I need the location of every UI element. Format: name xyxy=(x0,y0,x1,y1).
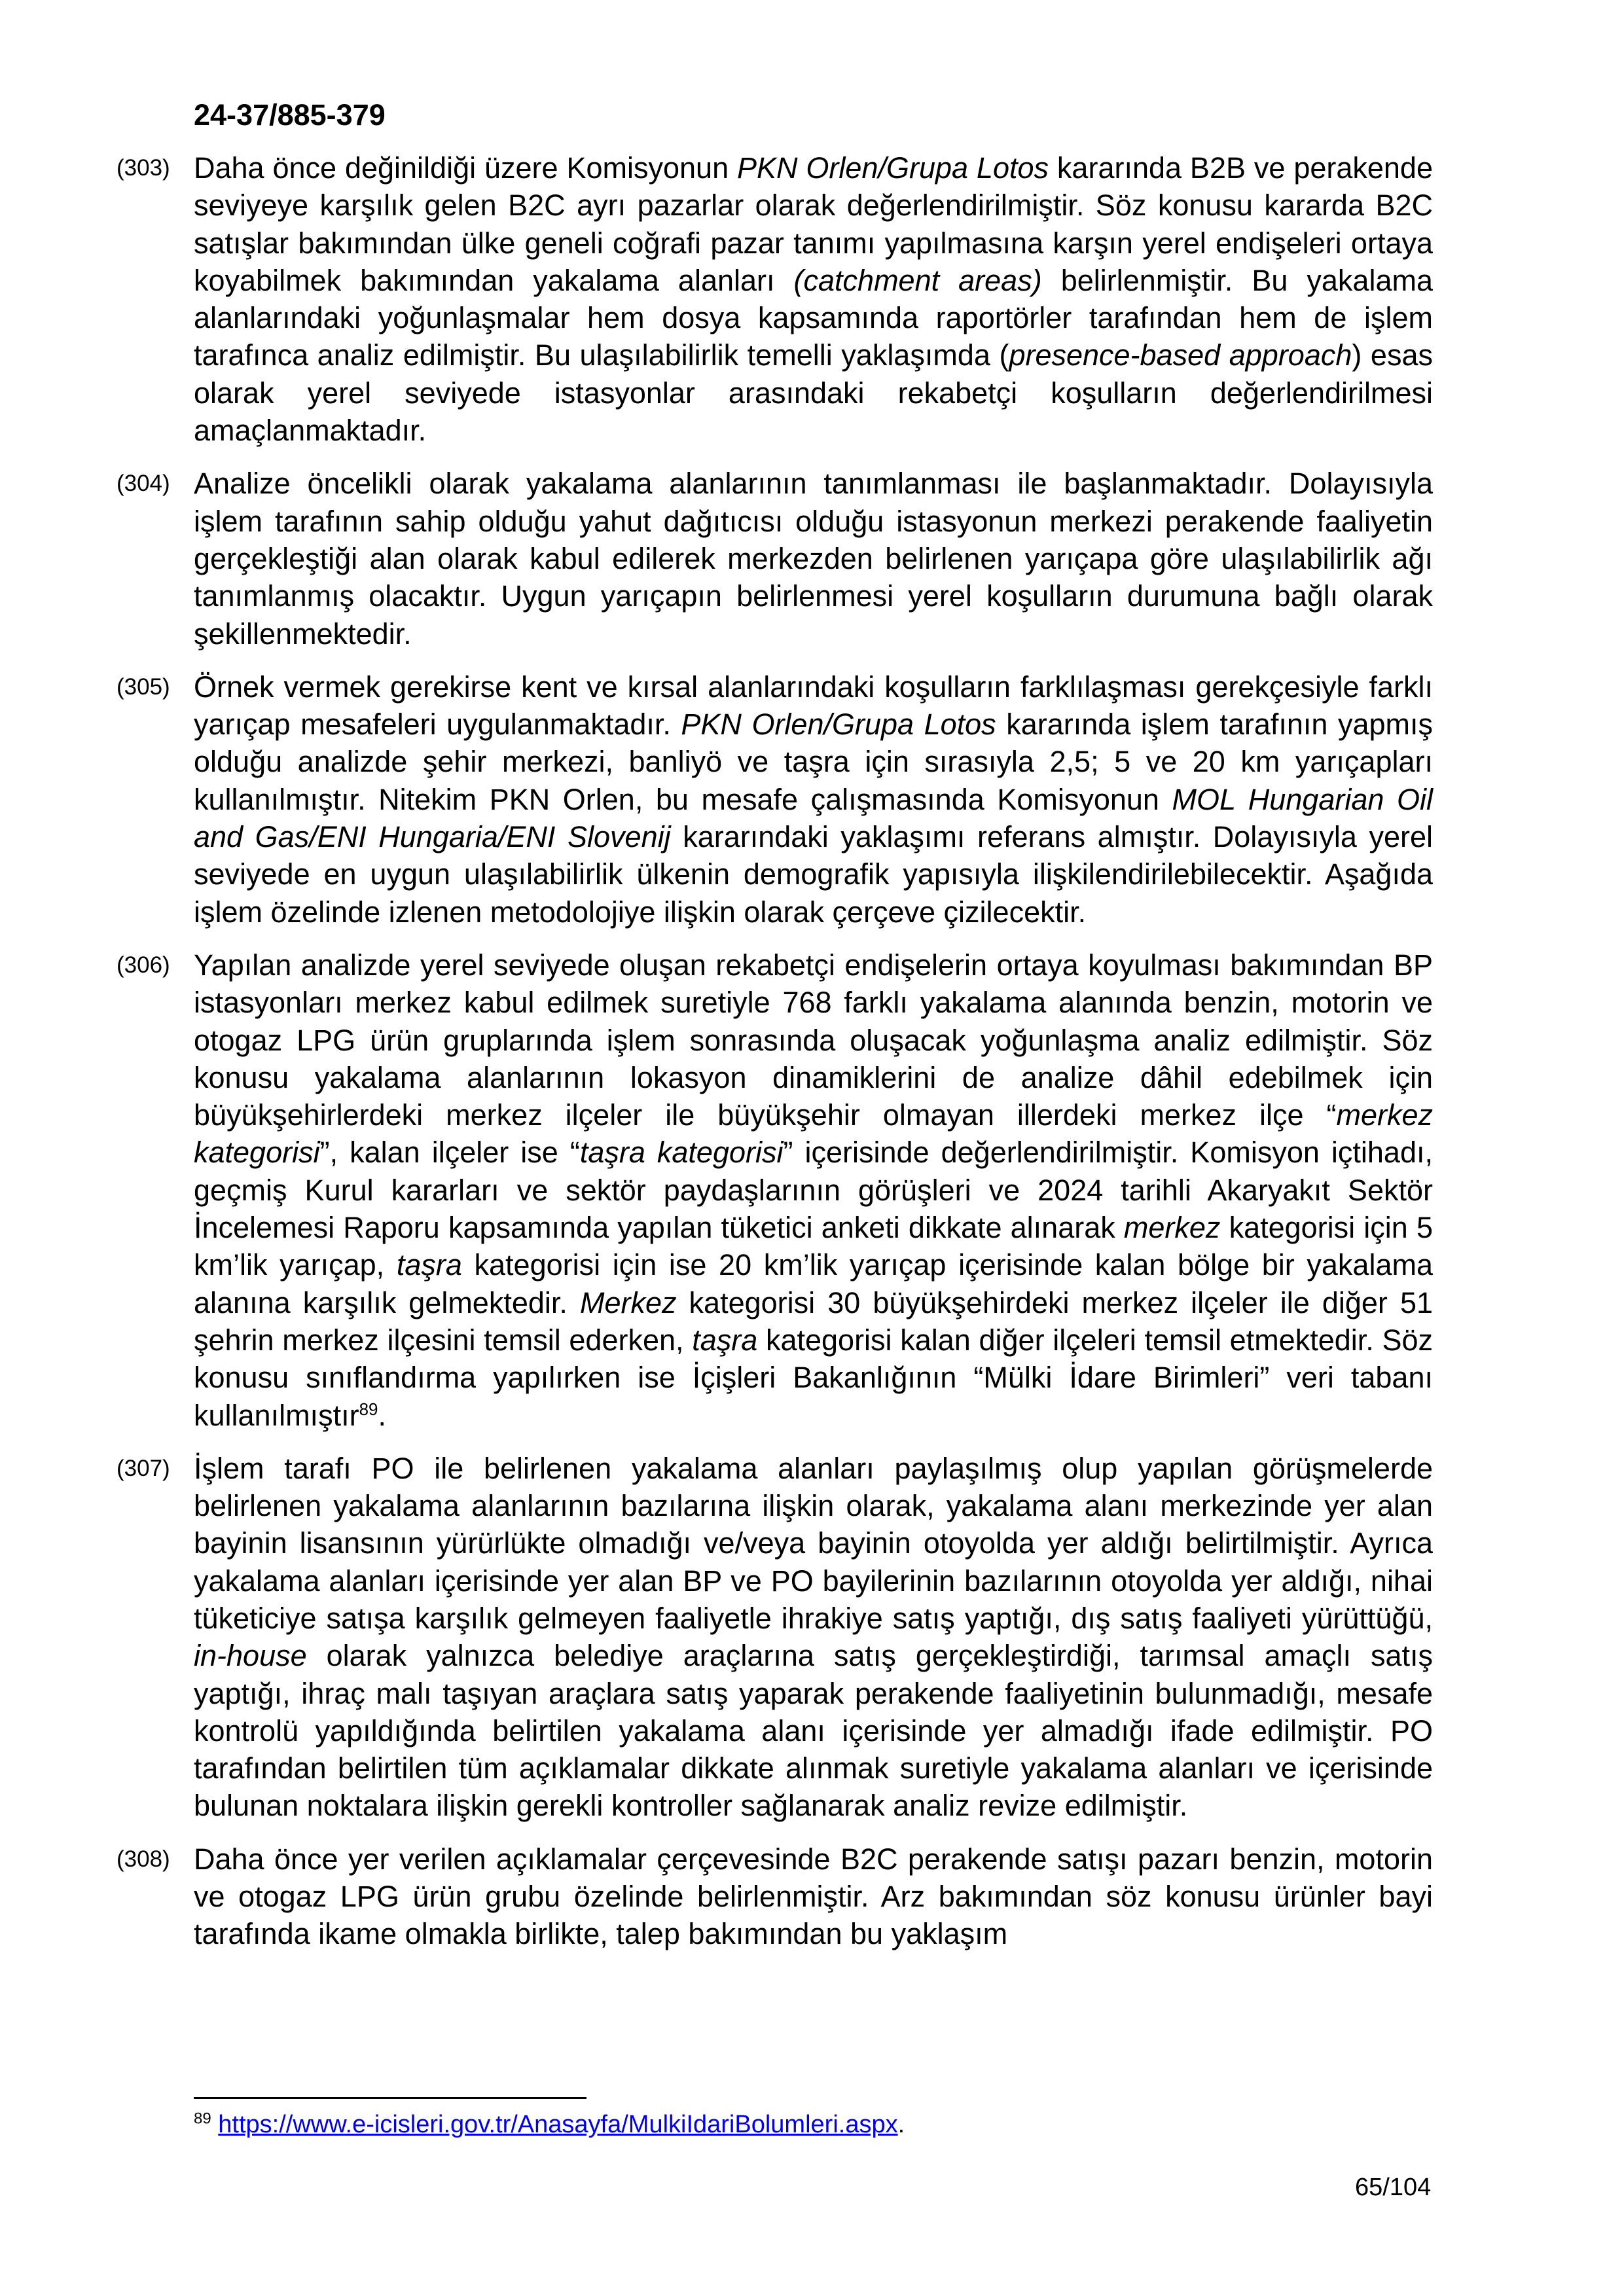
footnote-trailing: . xyxy=(897,2111,905,2138)
text-run: İşlem tarafı PO ile belirlenen yakalama alanları paylaşılmış olup yapılan görüşmelerde belirlenen yakalama alanlarının bazılarına ilişkin olarak, yakalama alanı merkezinde yer alan bayinin lisansının yürürlükte olmadığı ve/veya bayinin otoyolda yer aldığı belirtilmiştir. Ayrıca yakalama alanları içerisinde yer alan BP ve PO bayilerinin bazılarının otoyolda yer aldığı, nihai tüketiciye satışa karşılık gelmeyen faaliyetle ihrakiye satış yaptığı, dış satış faaliyeti yürüttüğü, xyxy=(194,1451,1433,1635)
italic-text: MOL Hungarian Oil and Gas/ENI Hungaria/ENI Slovenij xyxy=(194,782,1433,854)
italic-text: (catchment areas) xyxy=(793,263,1042,297)
document-body xyxy=(117,149,1434,1969)
numbered-paragraph xyxy=(117,149,1433,449)
text-run: Örnek vermek gerekirse kent ve kırsal alanlarındaki koşulların farklılaşması gerekçesiyle farklı yarıçap mesafeleri uygulanmaktadır. xyxy=(194,670,1433,742)
numbered-paragraph xyxy=(117,1450,1433,1825)
paragraph-text xyxy=(194,1842,1433,1951)
text-run: Daha önce değinildiği üzere Komisyonun xyxy=(194,151,737,185)
text-run: kararında B2B ve perakende seviyeye karşılık gelen B2C ayrı pazarlar olarak değerlendirilmiştir. Söz konusu kararda B2C satışlar bakımından ülke geneli coğrafi pazar tanımı yapılmasına karşın yerel endişeleri ortaya koyabilmek bakımından yakalama alanları xyxy=(194,151,1433,297)
paragraph-number: (308) xyxy=(117,1846,170,1872)
italic-text: taşra kategorisi xyxy=(579,1136,784,1170)
italic-text: in-house xyxy=(194,1639,307,1673)
text-run: kategorisi için ise 20 km’lik yarıçap içerisinde kalan bölge bir yakalama alanına karşılık gelmektedir. xyxy=(194,1248,1433,1319)
text-run: kategorisi için 5 km’lik yarıçap, xyxy=(194,1211,1433,1282)
italic-text: Merkez xyxy=(579,1285,677,1319)
footnote-link[interactable]: https://www.e-icisleri.gov.tr/Anasayfa/MulkiIdariBolumleri.aspx xyxy=(218,2111,898,2138)
footnote xyxy=(194,2109,905,2140)
footnote-mark: 89 xyxy=(194,2109,211,2128)
paragraph-number: (303) xyxy=(117,155,170,181)
numbered-paragraph xyxy=(117,668,1433,931)
paragraph-text xyxy=(194,1452,1433,1823)
text-run: . xyxy=(378,1398,386,1432)
paragraph-text xyxy=(194,151,1433,447)
paragraph-text xyxy=(194,467,1433,650)
numbered-paragraph xyxy=(117,1840,1433,1953)
text-run: Yapılan analizde yerel seviyede oluşan rekabetçi endişelerin ortaya koyulması bakımından BP istasyonları merkez kabul edilmek suretiyle 768 farklı yakalama alanında benzin, motorin ve otogaz LPG ürün gruplarında işlem sonrasında oluşacak yoğunlaşma analiz edilmiştir. Söz konusu yakalama alanlarının lokasyon dinamiklerini de analize dâhil edebilmek için büyükşehirlerdeki merkez ilçeler ile büyükşehir olmayan illerdeki merkez ilçe “ xyxy=(194,948,1433,1132)
paragraph-number: (305) xyxy=(117,673,170,700)
numbered-paragraph xyxy=(117,465,1433,652)
paragraph-number: (304) xyxy=(117,471,170,497)
text-run: ”, kalan ilçeler ise “ xyxy=(319,1136,580,1170)
footnote-separator xyxy=(194,2097,586,2099)
paragraph-text xyxy=(194,670,1433,929)
text-run: belirlenmiştir. Bu yakalama alanlarındaki yoğunlaşmalar hem dosya kapsamında raportörler tarafından hem de işlem tarafınca analiz edilmiştir. Bu ulaşılabilirlik temelli yaklaşımda ( xyxy=(194,263,1433,372)
text-run: ” içerisinde değerlendirilmiştir. Komisyon içtihadı, geçmiş Kurul kararları ve sektör paydaşlarının görüşleri ve 2024 tarihli Akaryakıt Sektör İncelemesi Raporu kapsamında yapılan tüketici anketi dikkate alınarak xyxy=(194,1136,1433,1245)
text-run: olarak yalnızca belediye araçlarına satış gerçekleştirdiği, tarımsal amaçlı satış yaptığı, ihraç malı taşıyan araçlara satış yaparak perakende faaliyetinin bulunmadığı, mesafe kontrolü yapıldığında belirtilen yakalama alanı içerisinde yer almadığı ifade edilmiştir. PO tarafından belirtilen tüm açıklamalar dikkate alınmak suretiyle yakalama alanları ve içerisinde bulunan noktalara ilişkin gerekli kontroller sağlanarak analiz revize edilmiştir. xyxy=(194,1639,1433,1823)
italic-text: taşra xyxy=(692,1323,758,1357)
text-run: Analize öncelikli olarak yakalama alanlarının tanımlanması ile başlanmaktadır. Dolayısıyla işlem tarafının sahip olduğu yahut dağıtıcısı olduğu istasyonun merkezi perakende faaliyetin gerçekleştiği alan olarak kabul edilerek merkezden belirlenen yarıçapa göre ulaşılabilirlik ağı tanımlanmış olacaktır. Uygun yarıçapın belirlenmesi yerel koşulların durumuna bağlı olarak şekillenmektedir. xyxy=(194,467,1433,651)
italic-text: merkez kategorisi xyxy=(194,1098,1433,1170)
document-number: 24-37/885-379 xyxy=(194,98,386,132)
footnote-reference: 89 xyxy=(359,1399,378,1419)
text-run: kategorisi 30 büyükşehirdeki merkez ilçeler ile diğer 51 şehrin merkez ilçesini temsil ederken, xyxy=(194,1285,1434,1357)
italic-text: presence-based approach xyxy=(1009,338,1352,372)
text-run: kategorisi kalan diğer ilçeleri temsil etmektedir. Söz konusu sınıflandırma yapılırken ise İçişleri Bakanlığının “Mülki İdare Birimleri” veri tabanı kullanılmıştır xyxy=(194,1323,1433,1432)
paragraph-number: (307) xyxy=(117,1455,170,1481)
page-number: 65/104 xyxy=(1355,2174,1432,2201)
text-run: Daha önce yer verilen açıklamalar çerçevesinde B2C perakende satışı pazarı benzin, motorin ve otogaz LPG ürün grubu özelinde belirlenmiştir. Arz bakımından söz konusu ürünler bayi tarafında ikame olmakla birlikte, talep bakımından bu yaklaşım xyxy=(194,1842,1433,1951)
text-run: kararındaki yaklaşımı referans almıştır. Dolayısıyla yerel seviyede en uygun ulaşılabilirlik ülkenin demografik yapısıyla ilişkilendirilebilecektir. Aşağıda işlem özelinde izlenen metodolojiye ilişkin olarak çerçeve çizilecektir. xyxy=(194,820,1433,929)
text-run: kararında işlem tarafının yapmış olduğu analizde şehir merkezi, banliyö ve taşra için sırasıyla 2,5; 5 ve 20 km yarıçapları kullanılmıştır. Nitekim PKN Orlen, bu mesafe çalışmasında Komisyonun xyxy=(194,708,1433,816)
italic-text: PKN Orlen/Grupa Lotos xyxy=(681,708,996,742)
italic-text: PKN Orlen/Grupa Lotos xyxy=(737,151,1049,185)
text-run: ) esas olarak yerel seviyede istasyonlar arasındaki rekabetçi koşulların değerlendirilmesi amaçlanmaktadır. xyxy=(194,338,1433,448)
paragraph-number: (306) xyxy=(117,952,170,978)
numbered-paragraph xyxy=(117,946,1434,1434)
italic-text: taşra xyxy=(396,1248,462,1282)
italic-text: merkez xyxy=(1123,1211,1221,1245)
paragraph-text xyxy=(194,948,1433,1432)
